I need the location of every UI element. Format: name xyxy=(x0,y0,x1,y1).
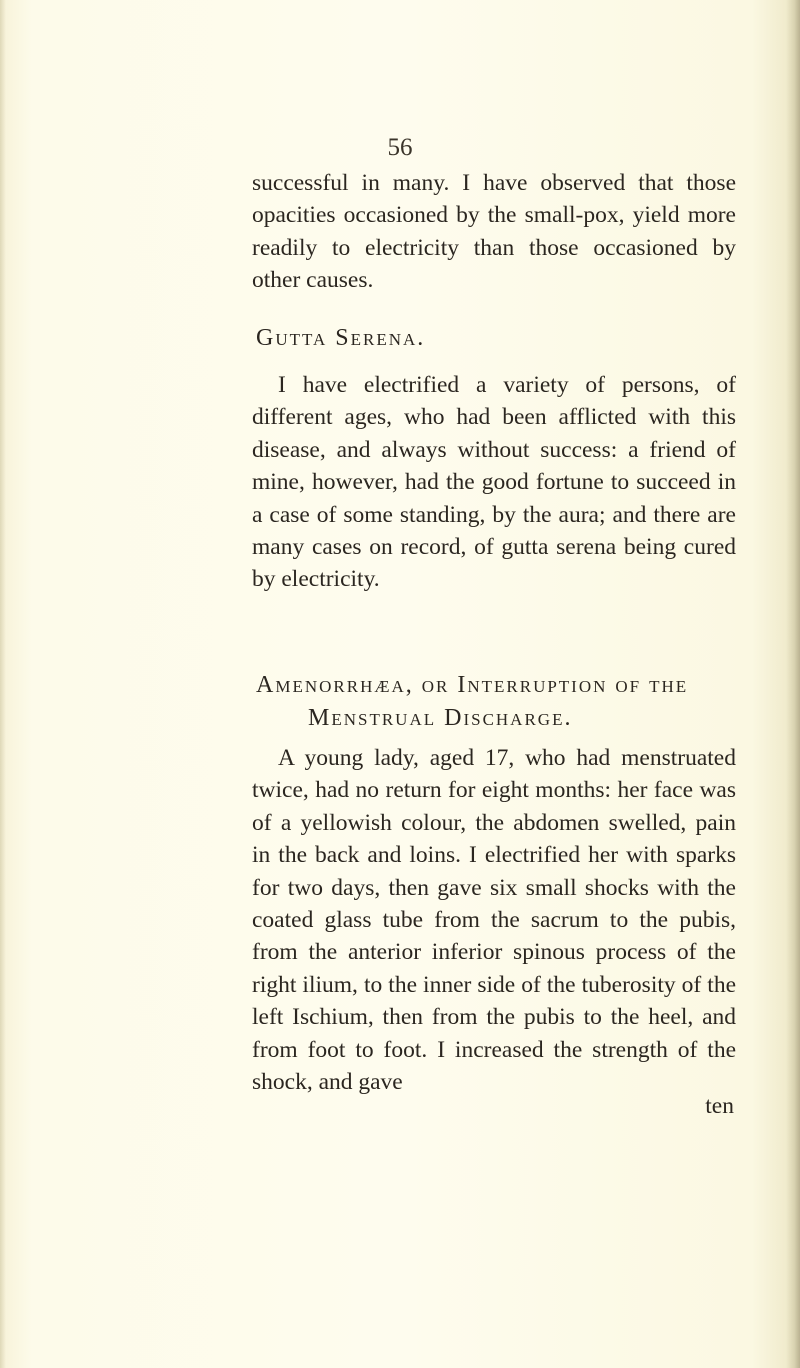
page-left-edge xyxy=(0,0,6,1368)
section-heading-gutta-serena: Gutta Serena. xyxy=(256,325,426,351)
catchword: ten xyxy=(705,1093,734,1119)
page-right-edge xyxy=(786,0,800,1368)
paragraph-amenorrhaea: A young lady, aged 17, who had menstruated twice, had no return for eight months: her face was of a yellowish colour, the abdomen swelled, pain in the back and loins. I electrified her with sparks for two days, then gave six small shocks with the coated glass tube from the sacrum to the pubis, from the anterior inferior spinous process of the right ilium, to the inner side of the tuberosity of the left Ischium, then from the pubis to the heel, and from foot to foot. I increased the strength of the shock, and gave xyxy=(252,745,736,1096)
paragraph-continued: successful in many. I have observed that those opacities occasioned by the small-pox, yield more readily to electricity than those occasioned by other causes. xyxy=(252,170,736,294)
page-number: 56 xyxy=(387,134,413,161)
section-heading-amenorrhaea-line-2: Menstrual Discharge. xyxy=(308,705,573,731)
section-heading-amenorrhaea-line-1: Amenorrhæa, or Interruption of the xyxy=(256,672,689,698)
paragraph-gutta-serena: I have electrified a variety of persons, of different ages, who had been afflicted with this disease, and always without success: a friend of mine, however, had the good fortune to succeed in a case of some standing, by the aura; and there are many cases on record, of gutta serena being cured by electricity. xyxy=(252,372,736,593)
